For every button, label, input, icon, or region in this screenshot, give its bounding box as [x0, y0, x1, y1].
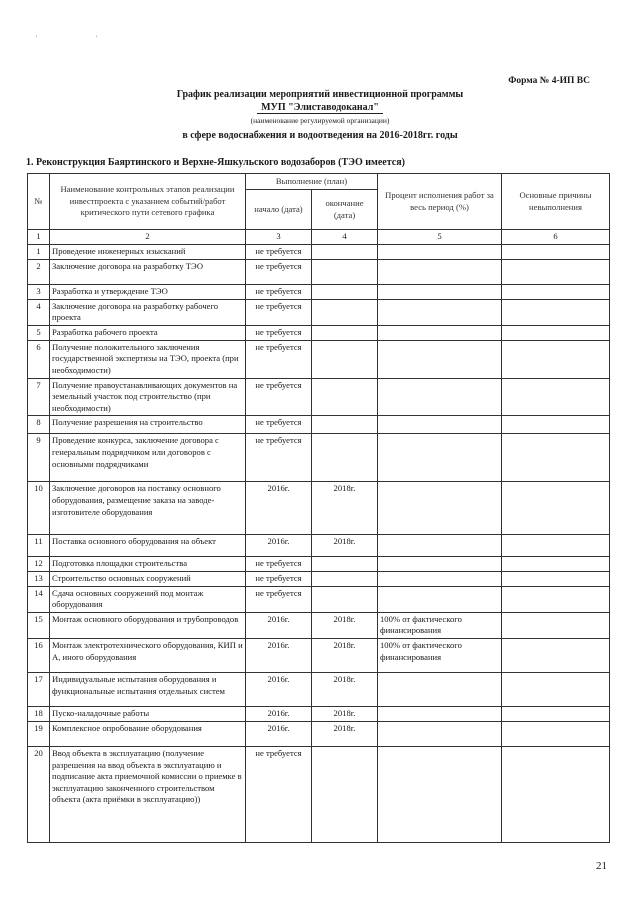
completion-percent [378, 557, 502, 572]
section-title: 1. Реконструкция Баяртинского и Верхне-Яшкульского водозаборов (ТЭО имеется) [26, 157, 405, 168]
failure-reason [502, 557, 610, 572]
completion-percent: 100% от фактического финансирования [378, 638, 502, 672]
end-date [312, 259, 378, 284]
row-number: 2 [28, 259, 50, 284]
column-index-cell: 1 [28, 230, 50, 245]
schedule-table [27, 173, 610, 843]
stage-name: Получение разрешения на строительство [50, 416, 246, 434]
failure-reason [502, 434, 610, 482]
failure-reason [502, 325, 610, 340]
row-number: 18 [28, 706, 50, 721]
start-date: не требуется [246, 259, 312, 284]
table-row [28, 378, 610, 416]
header-end-date: окончание (дата) [312, 190, 378, 230]
table-row [28, 535, 610, 557]
end-date: 2018г. [312, 612, 378, 638]
start-date: не требуется [246, 586, 312, 612]
failure-reason [502, 571, 610, 586]
organization-name-line [0, 102, 640, 113]
completion-percent [378, 378, 502, 416]
failure-reason [502, 746, 610, 842]
completion-percent [378, 340, 502, 378]
end-date [312, 571, 378, 586]
table-row [28, 557, 610, 572]
stage-name: Сдача основных сооружений под монтаж оборудования [50, 586, 246, 612]
end-date: 2018г. [312, 638, 378, 672]
stage-name: Ввод объекта в эксплуатацию (получение разрешения на ввод объекта в эксплуатацию и подписание акта приемочной комиссии о приемке в эксплуатацию законченного строительством объекта (акта приёмки в эксплуатацию)) [50, 746, 246, 842]
row-number: 1 [28, 244, 50, 259]
column-index-cell: 4 [312, 230, 378, 245]
row-number: 20 [28, 746, 50, 842]
table-row [28, 706, 610, 721]
column-index-cell: 6 [502, 230, 610, 245]
failure-reason [502, 482, 610, 535]
column-index-cell: 2 [50, 230, 246, 245]
stage-name: Комплексное опробование оборудования [50, 721, 246, 746]
document-title: График реализации мероприятий инвестиционной программы [176, 89, 464, 100]
stage-name: Монтаж электротехнического оборудования, КИП и А, иного оборудования [50, 638, 246, 672]
start-date: не требуется [246, 284, 312, 299]
stage-name: Получение правоустанавливающих документов на земельный участок под строительство (при необходимости) [50, 378, 246, 416]
start-date: не требуется [246, 325, 312, 340]
failure-reason [502, 586, 610, 612]
stage-name: Поставка основного оборудования на объект [50, 535, 246, 557]
row-number: 13 [28, 571, 50, 586]
row-number: 8 [28, 416, 50, 434]
completion-percent [378, 706, 502, 721]
stage-name: Получение положительного заключения государственной экспертизы на ТЭО, проекта (при необходимости) [50, 340, 246, 378]
failure-reason [502, 721, 610, 746]
table-row [28, 638, 610, 672]
stage-name: Пуско-наладочные работы [50, 706, 246, 721]
start-date: 2016г. [246, 706, 312, 721]
failure-reason [502, 672, 610, 706]
table-row [28, 259, 610, 284]
start-date: не требуется [246, 299, 312, 325]
header-number: № [28, 174, 50, 230]
completion-percent [378, 416, 502, 434]
failure-reason [502, 378, 610, 416]
start-date: 2016г. [246, 482, 312, 535]
stage-name: Индивидуальные испытания оборудования и функциональные испытания отдельных систем [50, 672, 246, 706]
table-row [28, 325, 610, 340]
stage-name: Подготовка площадки строительства [50, 557, 246, 572]
row-number: 9 [28, 434, 50, 482]
completion-percent [378, 434, 502, 482]
completion-percent [378, 571, 502, 586]
failure-reason [502, 340, 610, 378]
end-date [312, 284, 378, 299]
end-date [312, 434, 378, 482]
start-date: 2016г. [246, 721, 312, 746]
failure-reason [502, 259, 610, 284]
start-date: не требуется [246, 557, 312, 572]
start-date: не требуется [246, 746, 312, 842]
form-number: Форма № 4-ИП ВС [508, 76, 590, 86]
table-row [28, 746, 610, 842]
completion-percent [378, 259, 502, 284]
end-date [312, 244, 378, 259]
row-number: 12 [28, 557, 50, 572]
row-number: 19 [28, 721, 50, 746]
end-date [312, 299, 378, 325]
stage-name: Строительство основных сооружений [50, 571, 246, 586]
completion-percent [378, 746, 502, 842]
failure-reason [502, 416, 610, 434]
completion-percent [378, 325, 502, 340]
header-failure-reasons: Основные причины невыполнения [502, 174, 610, 230]
organization-name: МУП "Элиставодоканал" [257, 102, 383, 114]
table-row [28, 571, 610, 586]
start-date: 2016г. [246, 672, 312, 706]
completion-percent [378, 482, 502, 535]
row-number: 4 [28, 299, 50, 325]
end-date [312, 325, 378, 340]
completion-percent [378, 244, 502, 259]
start-date: 2016г. [246, 638, 312, 672]
table-row [28, 299, 610, 325]
end-date: 2018г. [312, 706, 378, 721]
stage-name: Проведение инженерных изысканий [50, 244, 246, 259]
table-row [28, 284, 610, 299]
end-date [312, 378, 378, 416]
end-date: 2018г. [312, 482, 378, 535]
scan-marks: ' ' [36, 34, 125, 43]
start-date: не требуется [246, 244, 312, 259]
end-date [312, 416, 378, 434]
stage-name: Проведение конкурса, заключение договора с генеральным подрядчиком или договоров с основными подрядчиками [50, 434, 246, 482]
stage-name: Разработка рабочего проекта [50, 325, 246, 340]
end-date: 2018г. [312, 721, 378, 746]
page-number: 21 [596, 860, 607, 872]
organization-note: (наименование регулируемой организации) [250, 116, 390, 125]
row-number: 3 [28, 284, 50, 299]
header-start-date: начало (дата) [246, 190, 312, 230]
row-number: 15 [28, 612, 50, 638]
table-row [28, 612, 610, 638]
start-date: не требуется [246, 378, 312, 416]
start-date: не требуется [246, 416, 312, 434]
document-subtitle: в сфере водоснабжения и водоотведения на 2016-2018гг. годы [182, 130, 458, 141]
header-execution-plan: Выполнение (план) [246, 174, 378, 190]
stage-name: Заключение договора на разработку рабочего проекта [50, 299, 246, 325]
row-number: 16 [28, 638, 50, 672]
row-number: 17 [28, 672, 50, 706]
failure-reason [502, 244, 610, 259]
row-number: 6 [28, 340, 50, 378]
completion-percent [378, 721, 502, 746]
completion-percent [378, 672, 502, 706]
failure-reason [502, 284, 610, 299]
row-number: 5 [28, 325, 50, 340]
stage-name: Заключение договоров на поставку основного оборудования, размещение заказа на заводе-изготовителе оборудования [50, 482, 246, 535]
table-row [28, 482, 610, 535]
failure-reason [502, 612, 610, 638]
failure-reason [502, 299, 610, 325]
stage-name: Заключение договора на разработку ТЭО [50, 259, 246, 284]
row-number: 7 [28, 378, 50, 416]
table-row [28, 340, 610, 378]
header-stage-name: Наименование контрольных этапов реализации инвестпроекта с указанием событий/работ критического пути сетевого графика [50, 174, 246, 230]
end-date [312, 557, 378, 572]
end-date [312, 586, 378, 612]
table-row [28, 672, 610, 706]
start-date: не требуется [246, 340, 312, 378]
failure-reason [502, 535, 610, 557]
completion-percent [378, 535, 502, 557]
start-date: не требуется [246, 434, 312, 482]
column-index-cell: 5 [378, 230, 502, 245]
table-row [28, 721, 610, 746]
header-completion-percent: Процент исполнения работ за весь период (%) [378, 174, 502, 230]
start-date: 2016г. [246, 535, 312, 557]
completion-percent: 100% от фактического финансирования [378, 612, 502, 638]
completion-percent [378, 299, 502, 325]
table-row [28, 434, 610, 482]
stage-name: Монтаж основного оборудования и трубопроводов [50, 612, 246, 638]
end-date [312, 746, 378, 842]
failure-reason [502, 706, 610, 721]
table-row [28, 586, 610, 612]
end-date [312, 340, 378, 378]
table-row [28, 244, 610, 259]
column-index-row [28, 230, 610, 245]
failure-reason [502, 638, 610, 672]
table-row [28, 416, 610, 434]
end-date: 2018г. [312, 535, 378, 557]
start-date: 2016г. [246, 612, 312, 638]
column-index-cell: 3 [246, 230, 312, 245]
completion-percent [378, 586, 502, 612]
end-date: 2018г. [312, 672, 378, 706]
start-date: не требуется [246, 571, 312, 586]
row-number: 10 [28, 482, 50, 535]
stage-name: Разработка и утверждение ТЭО [50, 284, 246, 299]
row-number: 14 [28, 586, 50, 612]
completion-percent [378, 284, 502, 299]
row-number: 11 [28, 535, 50, 557]
